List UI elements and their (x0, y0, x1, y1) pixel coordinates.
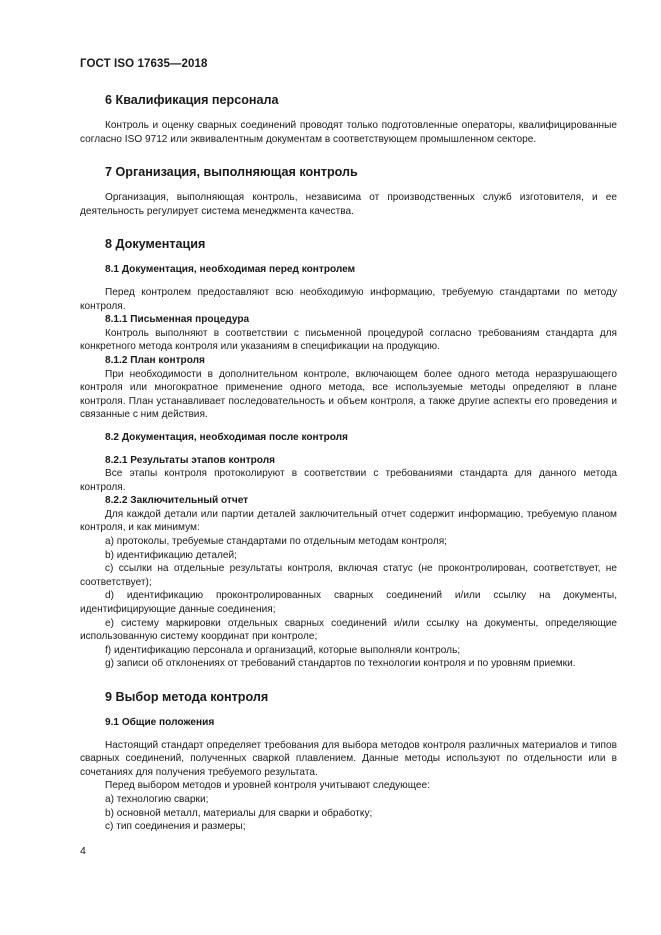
section-8-2-1-title: 8.2.1 Результаты этапов контроля (105, 454, 276, 466)
section-8-1-1-title: 8.1.1 Письменная процедура (105, 314, 250, 326)
list-item: f) идентификацию персонала и организаций, которые выполняли контроль; (105, 644, 461, 656)
page-number: 4 (80, 845, 86, 857)
section-8-1-paragraph: Перед контролем предоставляют всю необходимую информацию, требуемую стандартами по методу контроля. (80, 286, 617, 312)
list-item: g) записи об отклонениях от требований стандартов по технологии контроля и по уровням приемки. (105, 658, 576, 670)
section-8-2-1-paragraph: Все этапы контроля протоколируют в соответствии с требованиями стандарта для данного метода контроля. (80, 468, 617, 493)
list-item: a) технологию сварки; (105, 793, 209, 805)
section-8-title: 8 Документация (105, 237, 206, 252)
section-8-1-2-title: 8.1.2 План контроля (105, 354, 205, 366)
document-header: ГОСТ ISO 17635—2018 (80, 58, 208, 70)
list-item: b) основной металл, материалы для сварки и обработку; (105, 807, 373, 819)
list-item: c) тип соединения и размеры; (105, 821, 246, 833)
section-9-1-paragraph-2: Перед выбором методов и уровней контроля учитывают следующее: (105, 780, 430, 792)
section-7-paragraph: Организация, выполняющая контроль, независима от производственных служб изготовителя, и ее деятельность регулирует система менеджмента качества. (80, 192, 617, 217)
section-8-1-2-paragraph: При необходимости в дополнительном контроле, включающем более одного метода неразрушающего контроля или многократное применение одного метода, все используемые методы определяют в плане контроля. План устанавливает последовательность и объем контроля, а также другие аспекты его проведения и связанные с ним действия. (80, 368, 617, 421)
section-8-1-title: 8.1 Документация, необходимая перед контролем (105, 264, 356, 276)
section-6-paragraph: Контроль и оценку сварных соединений проводят только подготовленные операторы, квалифицированные согласно ISO 9712 или эквивалентным документам в соответствующем промышленном секторе. (80, 120, 617, 145)
section-9-title: 9 Выбор метода контроля (105, 690, 269, 704)
section-6-title: 6 Квалификация персонала (105, 93, 279, 107)
list-item: c) ссылки на отдельные результаты контроля, включая статус (не проконтролирован, соответствует, не соответствует); (80, 563, 617, 588)
section-9-1-title: 9.1 Общие положения (105, 717, 215, 728)
list-item: d) идентификацию проконтролированных сварных соединений и/или ссылку на документы, идентифицирующие данные соединения; (80, 590, 617, 616)
section-8-1-1-paragraph: Контроль выполняют в соответствии с письменной процедурой согласно требованиям стандарта для конкретного метода контроля или указаниям в спецификации на продукцию. (80, 327, 617, 353)
section-7-title: 7 Организация, выполняющая контроль (105, 165, 358, 180)
list-item: a) протоколы, требуемые стандартами по отдельным методам контроля; (105, 536, 447, 548)
list-item: b) идентификацию деталей; (105, 549, 237, 561)
section-9-1-paragraph: Настоящий стандарт определяет требования для выбора методов контроля различных материалов и типов сварных соединений, полученных сваркой плавлением. Данные методы используют по отдельности или в сочетаниях для получения требуемого результата. (80, 739, 617, 778)
list-item: e) систему маркировки отдельных сварных соединений и/или ссылку на документы, определяющие использованную систему координат при контроле; (80, 617, 617, 643)
section-8-2-2-title: 8.2.2 Заключительный отчет (105, 495, 249, 507)
section-8-2-2-paragraph: Для каждой детали или партии деталей заключительный отчет содержит информацию, требуемую планом контроля, и как минимум: (80, 508, 617, 534)
section-8-2-title: 8.2 Документация, необходимая после контроля (105, 431, 348, 443)
document-body (80, 92, 617, 834)
